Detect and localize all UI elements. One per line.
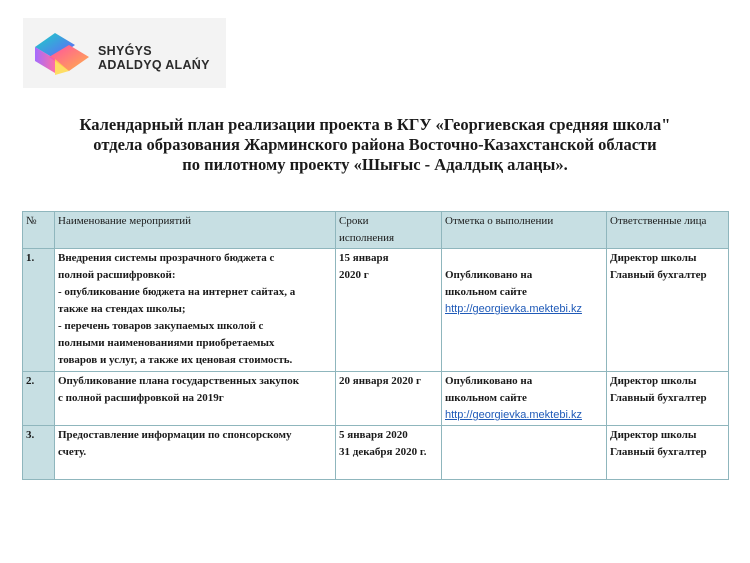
- cell-responsible: Директор школы Главный бухгалтер: [607, 249, 729, 372]
- header-mark: Отметка о выполнении: [442, 212, 607, 249]
- cell-name: Опубликование плана государственных закупок с полной расшифровкой на 2019г: [55, 372, 336, 426]
- title-line-2: отдела образования Жарминского района Восточно-Казахстанской области: [93, 135, 657, 154]
- cell-deadline: 15 января 2020 г: [336, 249, 442, 372]
- colorful-cube-logo-icon: [31, 27, 93, 79]
- cell-responsible: Директор школы Главный бухгалтер: [607, 426, 729, 480]
- cell-mark: Опубликовано на школьном сайте http://georgievka.mektebi.kz: [442, 372, 607, 426]
- table-row: [23, 249, 729, 372]
- school-site-link[interactable]: http://georgievka.mektebi.kz: [445, 409, 582, 421]
- cell-mark: [442, 426, 607, 480]
- title-line-1: Календарный план реализации проекта в КГУ «Георгиевская средняя школа": [79, 115, 671, 134]
- logo-line-1: SHYǴYS: [98, 44, 152, 58]
- page-title: [0, 115, 750, 175]
- cell-deadline: 20 января 2020 г: [336, 372, 442, 426]
- header-responsible: Ответственные лица: [607, 212, 729, 249]
- logo-line-2: ADALDYQ ALAŃY: [98, 58, 210, 72]
- cell-num: 3.: [23, 426, 55, 480]
- header-num: №: [23, 212, 55, 249]
- table-row: [23, 426, 729, 480]
- header-name: Наименование мероприятий: [55, 212, 336, 249]
- title-line-3: по пилотному проекту «Шығыс - Адалдық алаңы».: [182, 155, 568, 174]
- logo: [23, 18, 226, 88]
- cell-responsible: Директор школы Главный бухгалтер: [607, 372, 729, 426]
- school-site-link[interactable]: http://georgievka.mektebi.kz: [445, 303, 582, 315]
- cell-name: Внедрения системы прозрачного бюджета с полной расшифровкой: - опубликование бюджета на интернет сайтах, а также на стендах школы; - перечень товаров закупаемых школой с полными наименованиями приобретаемых товаров и услуг, а также их ценовая стоимость.: [55, 249, 336, 372]
- cell-num: 1.: [23, 249, 55, 372]
- cell-num: 2.: [23, 372, 55, 426]
- header-deadline: Сроки исполнения: [336, 212, 442, 249]
- plan-table: [22, 211, 729, 480]
- cell-name: Предоставление информации по спонсорскому счету.: [55, 426, 336, 480]
- table-header-row: [23, 212, 729, 249]
- cell-deadline: 5 января 2020 31 декабря 2020 г.: [336, 426, 442, 480]
- table-row: [23, 372, 729, 426]
- cell-mark: Опубликовано на школьном сайте http://georgievka.mektebi.kz: [442, 249, 607, 372]
